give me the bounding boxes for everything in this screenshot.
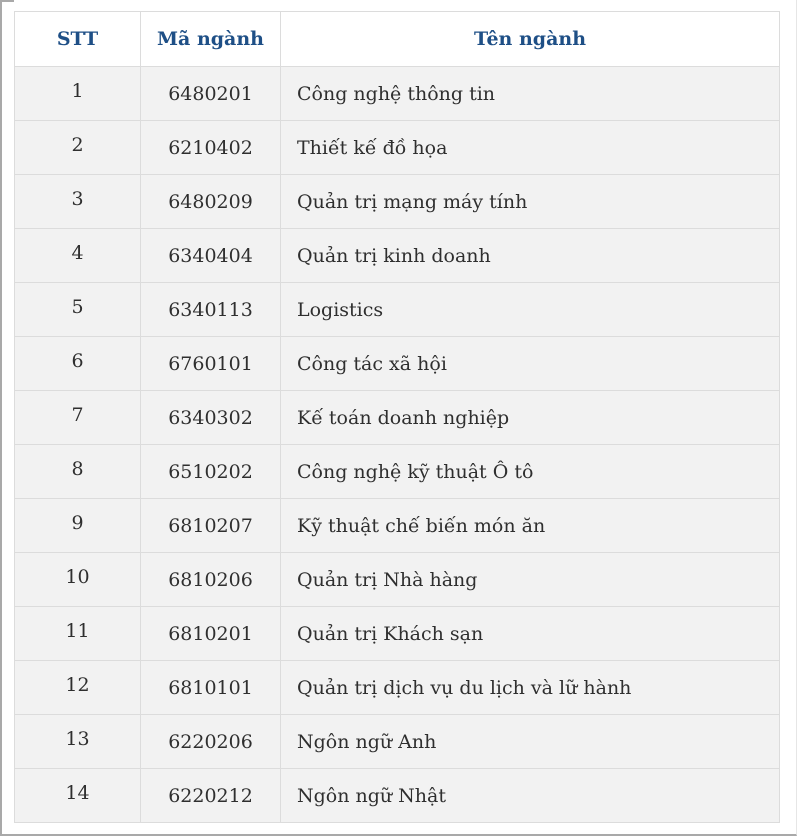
table-row	[15, 175, 780, 229]
header-stt: STT	[15, 12, 141, 67]
header-code: Mã ngành	[141, 12, 281, 67]
cell-stt: 9	[15, 499, 141, 553]
header-row	[15, 12, 780, 67]
cell-name: Công nghệ thông tin	[281, 67, 780, 121]
table-row	[15, 283, 780, 337]
cell-code: 6810207	[141, 499, 281, 553]
cell-stt: 8	[15, 445, 141, 499]
cell-name: Công tác xã hội	[281, 337, 780, 391]
table-row	[15, 553, 780, 607]
table-row	[15, 769, 780, 823]
table-row	[15, 607, 780, 661]
cell-name: Kế toán doanh nghiệp	[281, 391, 780, 445]
cell-stt: 1	[15, 67, 141, 121]
cell-name: Quản trị dịch vụ du lịch và lữ hành	[281, 661, 780, 715]
cell-name: Logistics	[281, 283, 780, 337]
table-body	[15, 67, 780, 823]
cell-code: 6210402	[141, 121, 281, 175]
table-row	[15, 229, 780, 283]
cell-stt: 4	[15, 229, 141, 283]
cell-code: 6810206	[141, 553, 281, 607]
cell-stt: 10	[15, 553, 141, 607]
cell-code: 6760101	[141, 337, 281, 391]
cell-code: 6340113	[141, 283, 281, 337]
cell-stt: 3	[15, 175, 141, 229]
cell-name: Quản trị kinh doanh	[281, 229, 780, 283]
cell-name: Quản trị mạng máy tính	[281, 175, 780, 229]
cell-stt: 7	[15, 391, 141, 445]
header-name: Tên ngành	[281, 12, 780, 67]
table-row	[15, 337, 780, 391]
table-row	[15, 121, 780, 175]
table-row	[15, 391, 780, 445]
cell-code: 6810201	[141, 607, 281, 661]
cell-code: 6510202	[141, 445, 281, 499]
cell-code: 6810101	[141, 661, 281, 715]
cell-stt: 12	[15, 661, 141, 715]
cell-name: Quản trị Nhà hàng	[281, 553, 780, 607]
cell-stt: 14	[15, 769, 141, 823]
cell-code: 6340302	[141, 391, 281, 445]
cell-name: Ngôn ngữ Nhật	[281, 769, 780, 823]
table-header	[15, 12, 780, 67]
cell-name: Thiết kế đồ họa	[281, 121, 780, 175]
cell-stt: 2	[15, 121, 141, 175]
table-row	[15, 67, 780, 121]
cell-name: Kỹ thuật chế biến món ăn	[281, 499, 780, 553]
cell-stt: 6	[15, 337, 141, 391]
table-row	[15, 715, 780, 769]
cell-stt: 11	[15, 607, 141, 661]
majors-table	[14, 11, 780, 823]
cell-code: 6220206	[141, 715, 281, 769]
frame-corner-mark	[2, 0, 14, 2]
cell-code: 6340404	[141, 229, 281, 283]
cell-code: 6220212	[141, 769, 281, 823]
cell-stt: 13	[15, 715, 141, 769]
cell-stt: 5	[15, 283, 141, 337]
table-row	[15, 445, 780, 499]
cell-code: 6480209	[141, 175, 281, 229]
cell-code: 6480201	[141, 67, 281, 121]
table-row	[15, 661, 780, 715]
cell-name: Công nghệ kỹ thuật Ô tô	[281, 445, 780, 499]
cell-name: Ngôn ngữ Anh	[281, 715, 780, 769]
table-row	[15, 499, 780, 553]
cell-name: Quản trị Khách sạn	[281, 607, 780, 661]
